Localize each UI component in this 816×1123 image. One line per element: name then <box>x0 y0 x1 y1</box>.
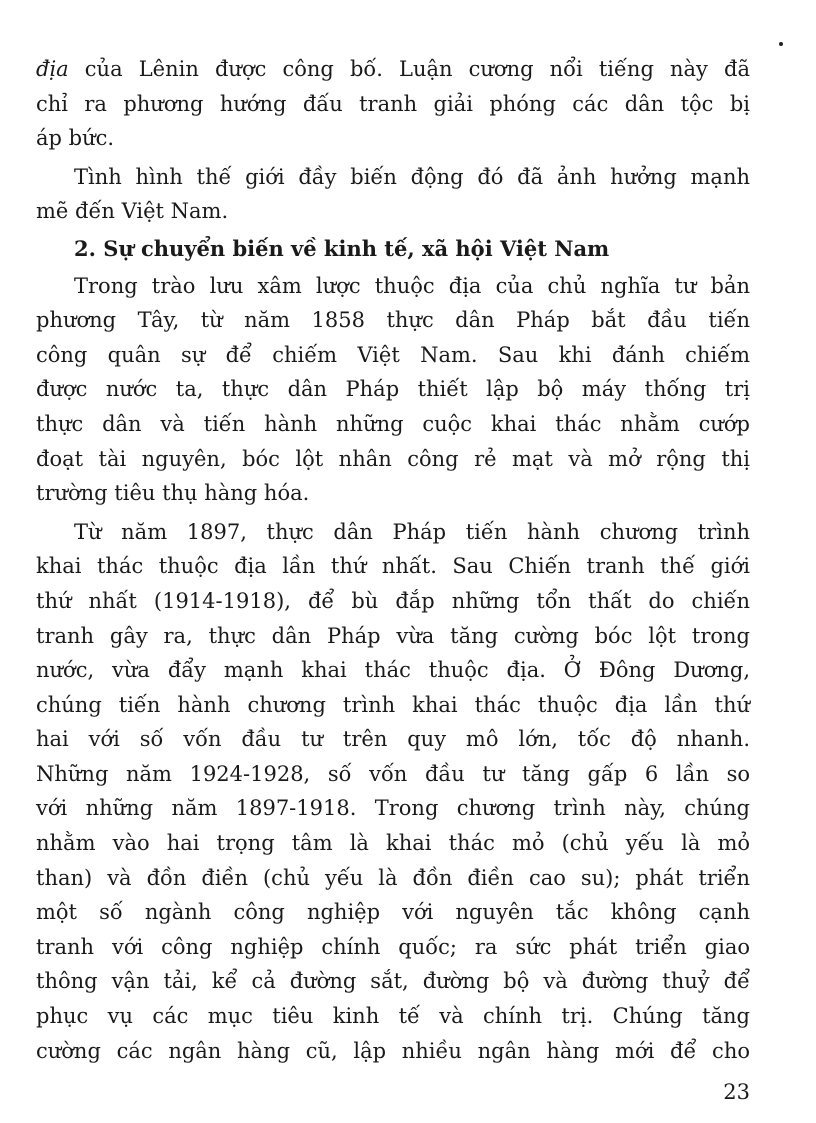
text-line: thông vận tải, kể cả đường sắt, đường bộ và đường thuỷ để <box>36 969 750 994</box>
text-line: Tình hình thế giới đầy biến động đó đã ảnh hưởng mạnh <box>74 164 750 189</box>
text-line: trường tiêu thụ hàng hóa. <box>36 481 310 506</box>
page-body <box>36 52 750 1068</box>
text-line: Những năm 1924-1928, số vốn đầu tư tăng gấp 6 lần so <box>36 761 750 786</box>
scan-speck <box>779 42 783 46</box>
text-line: tranh với công nghiệp chính quốc; ra sức phát triển giao <box>36 934 750 959</box>
text-line: tranh gây ra, thực dân Pháp vừa tăng cường bóc lột trong <box>36 623 750 648</box>
text-line: thực dân và tiến hành những cuộc khai thác nhằm cướp <box>36 411 750 436</box>
text-line: chỉ ra phương hướng đấu tranh giải phóng các dân tộc bị <box>36 91 750 116</box>
text-line: chúng tiến hành chương trình khai thác thuộc địa lần thứ <box>36 692 750 717</box>
text-line: Từ năm 1897, thực dân Pháp tiến hành chương trình <box>74 519 750 544</box>
text-line: khai thác thuộc địa lần thứ nhất. Sau Chiến tranh thế giới <box>36 554 750 579</box>
text-line: phục vụ các mục tiêu kinh tế và chính trị. Chúng tăng <box>36 1004 750 1029</box>
section-heading: 2. Sự chuyển biến về kinh tế, xã hội Việt Nam <box>74 235 610 261</box>
paragraph-2 <box>36 160 750 229</box>
text-line: phương Tây, từ năm 1858 thực dân Pháp bắt đầu tiến <box>36 308 750 333</box>
text-line: được nước ta, thực dân Pháp thiết lập bộ máy thống trị <box>36 377 750 402</box>
text-line: cường các ngân hàng cũ, lập nhiều ngân hàng mới để cho <box>36 1038 750 1063</box>
paragraph-1 <box>36 52 750 156</box>
paragraph-3 <box>36 269 750 511</box>
text-line <box>36 52 750 87</box>
text-line: mẽ đến Việt Nam. <box>36 199 229 224</box>
text-line: đoạt tài nguyên, bóc lột nhân công rẻ mạt và mở rộng thị <box>36 446 750 471</box>
text-line: công quân sự để chiếm Việt Nam. Sau khi đánh chiếm <box>36 342 750 367</box>
italic-word: địa <box>36 57 69 81</box>
text-line: thứ nhất (1914-1918), để bù đắp những tổn thất do chiến <box>36 588 750 613</box>
text-line: nhằm vào hai trọng tâm là khai thác mỏ (chủ yếu là mỏ <box>36 831 750 856</box>
text-line: áp bức. <box>36 126 115 151</box>
text-line: nước, vừa đẩy mạnh khai thác thuộc địa. Ở Đông Dương, <box>36 658 750 683</box>
text-line: hai với số vốn đầu tư trên quy mô lớn, tốc độ nhanh. <box>36 727 750 752</box>
page-number: 23 <box>723 1080 750 1104</box>
text-line: than) và đồn điền (chủ yếu là đồn điền cao su); phát triển <box>36 865 750 890</box>
paragraph-4 <box>36 515 750 1069</box>
text-line: Trong trào lưu xâm lược thuộc địa của chủ nghĩa tư bản <box>74 273 750 298</box>
text-line: một số ngành công nghiệp với nguyên tắc không cạnh <box>36 900 750 925</box>
text-fragment: của Lênin được công bố. Luận cương nổi tiếng này đã <box>68 57 750 81</box>
text-line: với những năm 1897-1918. Trong chương trình này, chúng <box>36 796 750 821</box>
